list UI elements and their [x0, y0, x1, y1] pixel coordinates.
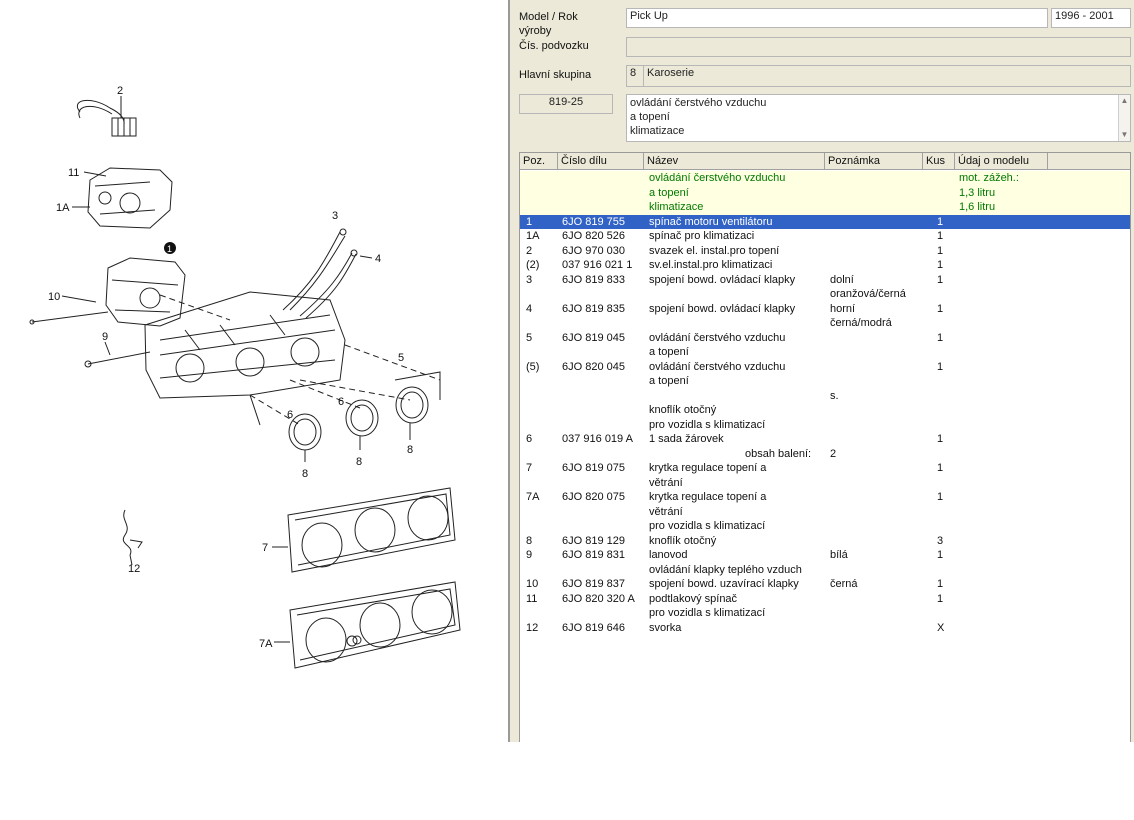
cell-pozn: bílá [830, 549, 848, 561]
table-row[interactable] [520, 476, 1131, 491]
callout-12: 12 [128, 563, 141, 575]
table-row[interactable] [520, 200, 1131, 215]
column-header-kus[interactable]: Kus [923, 153, 955, 170]
cell-pozn: 2 [830, 447, 837, 460]
table-row[interactable] [520, 244, 1131, 259]
table-row[interactable] [520, 403, 1131, 418]
cell-kus: 1 [937, 360, 944, 373]
table-row[interactable] [520, 418, 1131, 433]
cell-nazev: krytka regulace topení a [649, 491, 767, 503]
callout-11: 11 [68, 167, 80, 179]
table-row[interactable] [520, 519, 1131, 534]
callout-8b: 8 [356, 456, 363, 468]
cell-nazev: svorka [649, 621, 682, 634]
table-row[interactable] [520, 374, 1131, 389]
callout-9: 9 [102, 331, 109, 343]
cell-nazev: pro vozidla s klimatizací [649, 520, 766, 532]
cell-cislo: 6JO 819 075 [562, 462, 625, 474]
cell-udaj: 1,3 litru [959, 186, 996, 199]
cell-poz: 4 [526, 302, 533, 315]
cell-cislo: 6JO 819 831 [562, 549, 625, 561]
parts-diagram [0, 0, 505, 740]
cell-pozn: černá/modrá [830, 317, 892, 329]
cell-nazev: svazek el. instal.pro topení [649, 244, 780, 257]
cell-kus: 1 [937, 259, 944, 271]
cell-cislo: 037 916 019 A [562, 433, 633, 445]
cell-poz: 12 [526, 621, 539, 634]
cell-pozn: horní [830, 302, 856, 315]
scroll-up-icon[interactable]: ▲ [1120, 96, 1129, 105]
cell-poz: 8 [526, 534, 533, 547]
cell-poz: (5) [526, 360, 540, 373]
cell-nazev: spínač pro klimatizaci [649, 230, 755, 242]
table-row[interactable] [520, 461, 1131, 476]
cell-kus: 1 [937, 491, 944, 503]
column-header-cislo[interactable]: Číslo dílu [558, 153, 644, 170]
cell-pozn: oranžová/černá [830, 288, 906, 300]
description-scrollbar[interactable] [1118, 95, 1130, 141]
cell-nazev: sv.el.instal.pro klimatizaci [649, 259, 773, 271]
callout-6a: 6 [287, 409, 294, 421]
table-row[interactable] [520, 171, 1131, 186]
table-row[interactable] [520, 186, 1131, 201]
table-row[interactable] [520, 606, 1131, 621]
callout-3: 3 [332, 210, 339, 222]
cell-cislo: 6JO 820 075 [562, 491, 625, 503]
cell-nazev: spojení bowd. ovládací klapky [649, 302, 796, 315]
chassis-label: Čís. podvozku [519, 40, 589, 52]
cell-nazev: knoflík otočný [649, 534, 717, 547]
cell-nazev: knoflík otočný [649, 404, 717, 416]
cell-nazev: ovládání čerstvého vzduchu [649, 331, 786, 344]
cell-poz: 7 [526, 462, 533, 474]
cell-nazev: větrání [649, 476, 683, 489]
cell-poz: 1A [526, 230, 540, 242]
table-row[interactable] [520, 577, 1131, 592]
cell-cislo: 6JO 819 835 [562, 302, 625, 315]
cell-cislo: 6JO 819 833 [562, 273, 625, 286]
parts-table [519, 152, 1131, 742]
table-row[interactable] [520, 447, 1131, 462]
cell-nazev: a topení [649, 186, 689, 199]
table-row[interactable] [520, 548, 1131, 563]
callout-1: 1 [167, 244, 173, 254]
cell-kus: 1 [937, 433, 944, 445]
cell-poz: 9 [526, 549, 533, 561]
callout-2: 2 [117, 85, 124, 97]
cell-nazev: ovládání klapky teplého vzduch [649, 563, 802, 576]
cell-poz: 3 [526, 273, 533, 286]
cell-poz: 10 [526, 578, 539, 590]
table-row[interactable] [520, 592, 1131, 607]
table-row[interactable] [520, 563, 1131, 578]
subgroup-desc-line-2: a topení [630, 111, 670, 123]
cell-kus: 1 [937, 578, 944, 590]
cell-kus: 1 [937, 549, 944, 561]
cell-cislo: 6JO 819 837 [562, 578, 625, 590]
subgroup-desc-line-3: klimatizace [630, 125, 685, 137]
cell-cislo: 6JO 970 030 [562, 244, 625, 257]
cell-nazev: a topení [649, 375, 689, 387]
scroll-down-icon[interactable]: ▼ [1120, 130, 1129, 139]
cell-nazev: 1 sada žárovek [649, 433, 724, 445]
year-field[interactable]: 1996 - 2001 [1051, 8, 1131, 28]
parts-diagram-svg [0, 0, 505, 740]
cell-pozn: černá [830, 578, 858, 590]
chassis-field[interactable] [626, 37, 1131, 57]
subgroup-description [626, 94, 1131, 142]
column-header-poznamka[interactable]: Poznámka [825, 153, 923, 170]
cell-pozn: dolní [830, 273, 854, 286]
table-row[interactable] [520, 360, 1131, 375]
cell-udaj: mot. zážeh.: [959, 172, 1019, 184]
table-row[interactable] [520, 229, 1131, 244]
callout-10: 10 [48, 291, 61, 303]
cell-nazev: pro vozidla s klimatizací [649, 607, 766, 619]
model-label: Model / Rok [519, 11, 578, 23]
table-row[interactable] [520, 432, 1131, 447]
cell-kus: 1 [937, 215, 944, 228]
cell-poz: 2 [526, 244, 533, 257]
callout-7A: 7A [259, 638, 273, 650]
cell-kus: 1 [937, 592, 944, 605]
callout-4: 4 [375, 253, 382, 265]
callout-1A: 1A [56, 202, 70, 214]
cell-nazev: lanovod [649, 549, 688, 561]
cell-poz: 11 [526, 592, 538, 605]
cell-kus: 1 [937, 302, 944, 315]
table-row[interactable] [520, 505, 1131, 520]
cell-nazev: krytka regulace topení a [649, 462, 767, 474]
table-row[interactable] [520, 215, 1131, 230]
table-row[interactable] [520, 490, 1131, 505]
table-row[interactable] [520, 302, 1131, 317]
cell-nazev: a topení [649, 346, 689, 358]
cell-kus: X [937, 621, 945, 634]
cell-cislo: 6JO 820 045 [562, 360, 625, 373]
cell-poz: (2) [526, 259, 540, 271]
cell-cislo: 6JO 820 526 [562, 230, 625, 242]
cell-nazev: podtlakový spínač [649, 592, 738, 605]
table-row[interactable] [520, 273, 1131, 288]
callout-6b: 6 [338, 396, 345, 408]
cell-poz: 6 [526, 433, 533, 445]
cell-kus: 1 [937, 273, 944, 286]
cell-pozn: s. [830, 389, 839, 402]
table-row[interactable] [520, 287, 1131, 302]
cell-kus: 1 [937, 230, 944, 242]
group-label: Hlavní skupina [519, 69, 592, 81]
cell-nazev: ovládání čerstvého vzduchu [649, 172, 786, 184]
cell-poz: 5 [526, 331, 533, 344]
cell-poz: 1 [526, 215, 533, 228]
subgroup-desc-line-1: ovládání čerstvého vzduchu [630, 97, 767, 109]
cell-cislo: 6JO 819 755 [562, 215, 625, 228]
table-row[interactable] [520, 345, 1131, 360]
cell-kus: 3 [937, 534, 944, 547]
model-field[interactable]: Pick Up [626, 8, 1048, 28]
table-row[interactable] [520, 258, 1131, 273]
table-row[interactable] [520, 331, 1131, 346]
cell-nazev: klimatizace [649, 201, 704, 213]
cell-kus: 1 [937, 462, 944, 474]
cell-kus: 1 [937, 331, 944, 344]
callout-8a: 8 [302, 468, 309, 480]
cell-udaj: 1,6 litru [959, 201, 996, 213]
column-header-nazev[interactable]: Název [644, 153, 825, 170]
cell-nazev: pro vozidla s klimatizací [649, 418, 766, 431]
table-row[interactable] [520, 316, 1131, 331]
cell-cislo: 037 916 021 1 [562, 259, 633, 271]
table-row[interactable] [520, 389, 1131, 404]
cell-kus: 1 [937, 244, 944, 257]
table-row[interactable] [520, 621, 1131, 636]
column-header-poz[interactable]: Poz. [520, 153, 558, 170]
column-header-udaj[interactable]: Údaj o modelu [955, 153, 1048, 170]
cell-nazev: spínač motoru ventilátoru [649, 215, 773, 228]
catalog-panel [508, 0, 1134, 742]
callout-5: 5 [398, 352, 405, 364]
callout-8c: 8 [407, 444, 414, 456]
column-header-blank [1048, 153, 1131, 170]
cell-poz: 7A [526, 491, 540, 503]
group-number: 8 [626, 65, 644, 87]
cell-cislo: 6JO 819 045 [562, 331, 625, 344]
callout-7: 7 [262, 542, 269, 554]
cell-nazev: spojení bowd. uzavírací klapky [649, 578, 799, 590]
cell-cislo: 6JO 820 320 A [562, 592, 635, 605]
cell-nazev: ovládání čerstvého vzduchu [649, 360, 786, 373]
cell-nazev: obsah balení: [745, 447, 812, 460]
cell-nazev: spojení bowd. ovládací klapky [649, 273, 796, 286]
group-name: Karoserie [643, 65, 1131, 87]
model-label-2: výroby [519, 25, 552, 37]
cell-cislo: 6JO 819 129 [562, 534, 625, 547]
subgroup-code: 819-25 [519, 94, 613, 114]
cell-cislo: 6JO 819 646 [562, 621, 625, 634]
table-row[interactable] [520, 534, 1131, 549]
cell-nazev: větrání [649, 505, 683, 518]
